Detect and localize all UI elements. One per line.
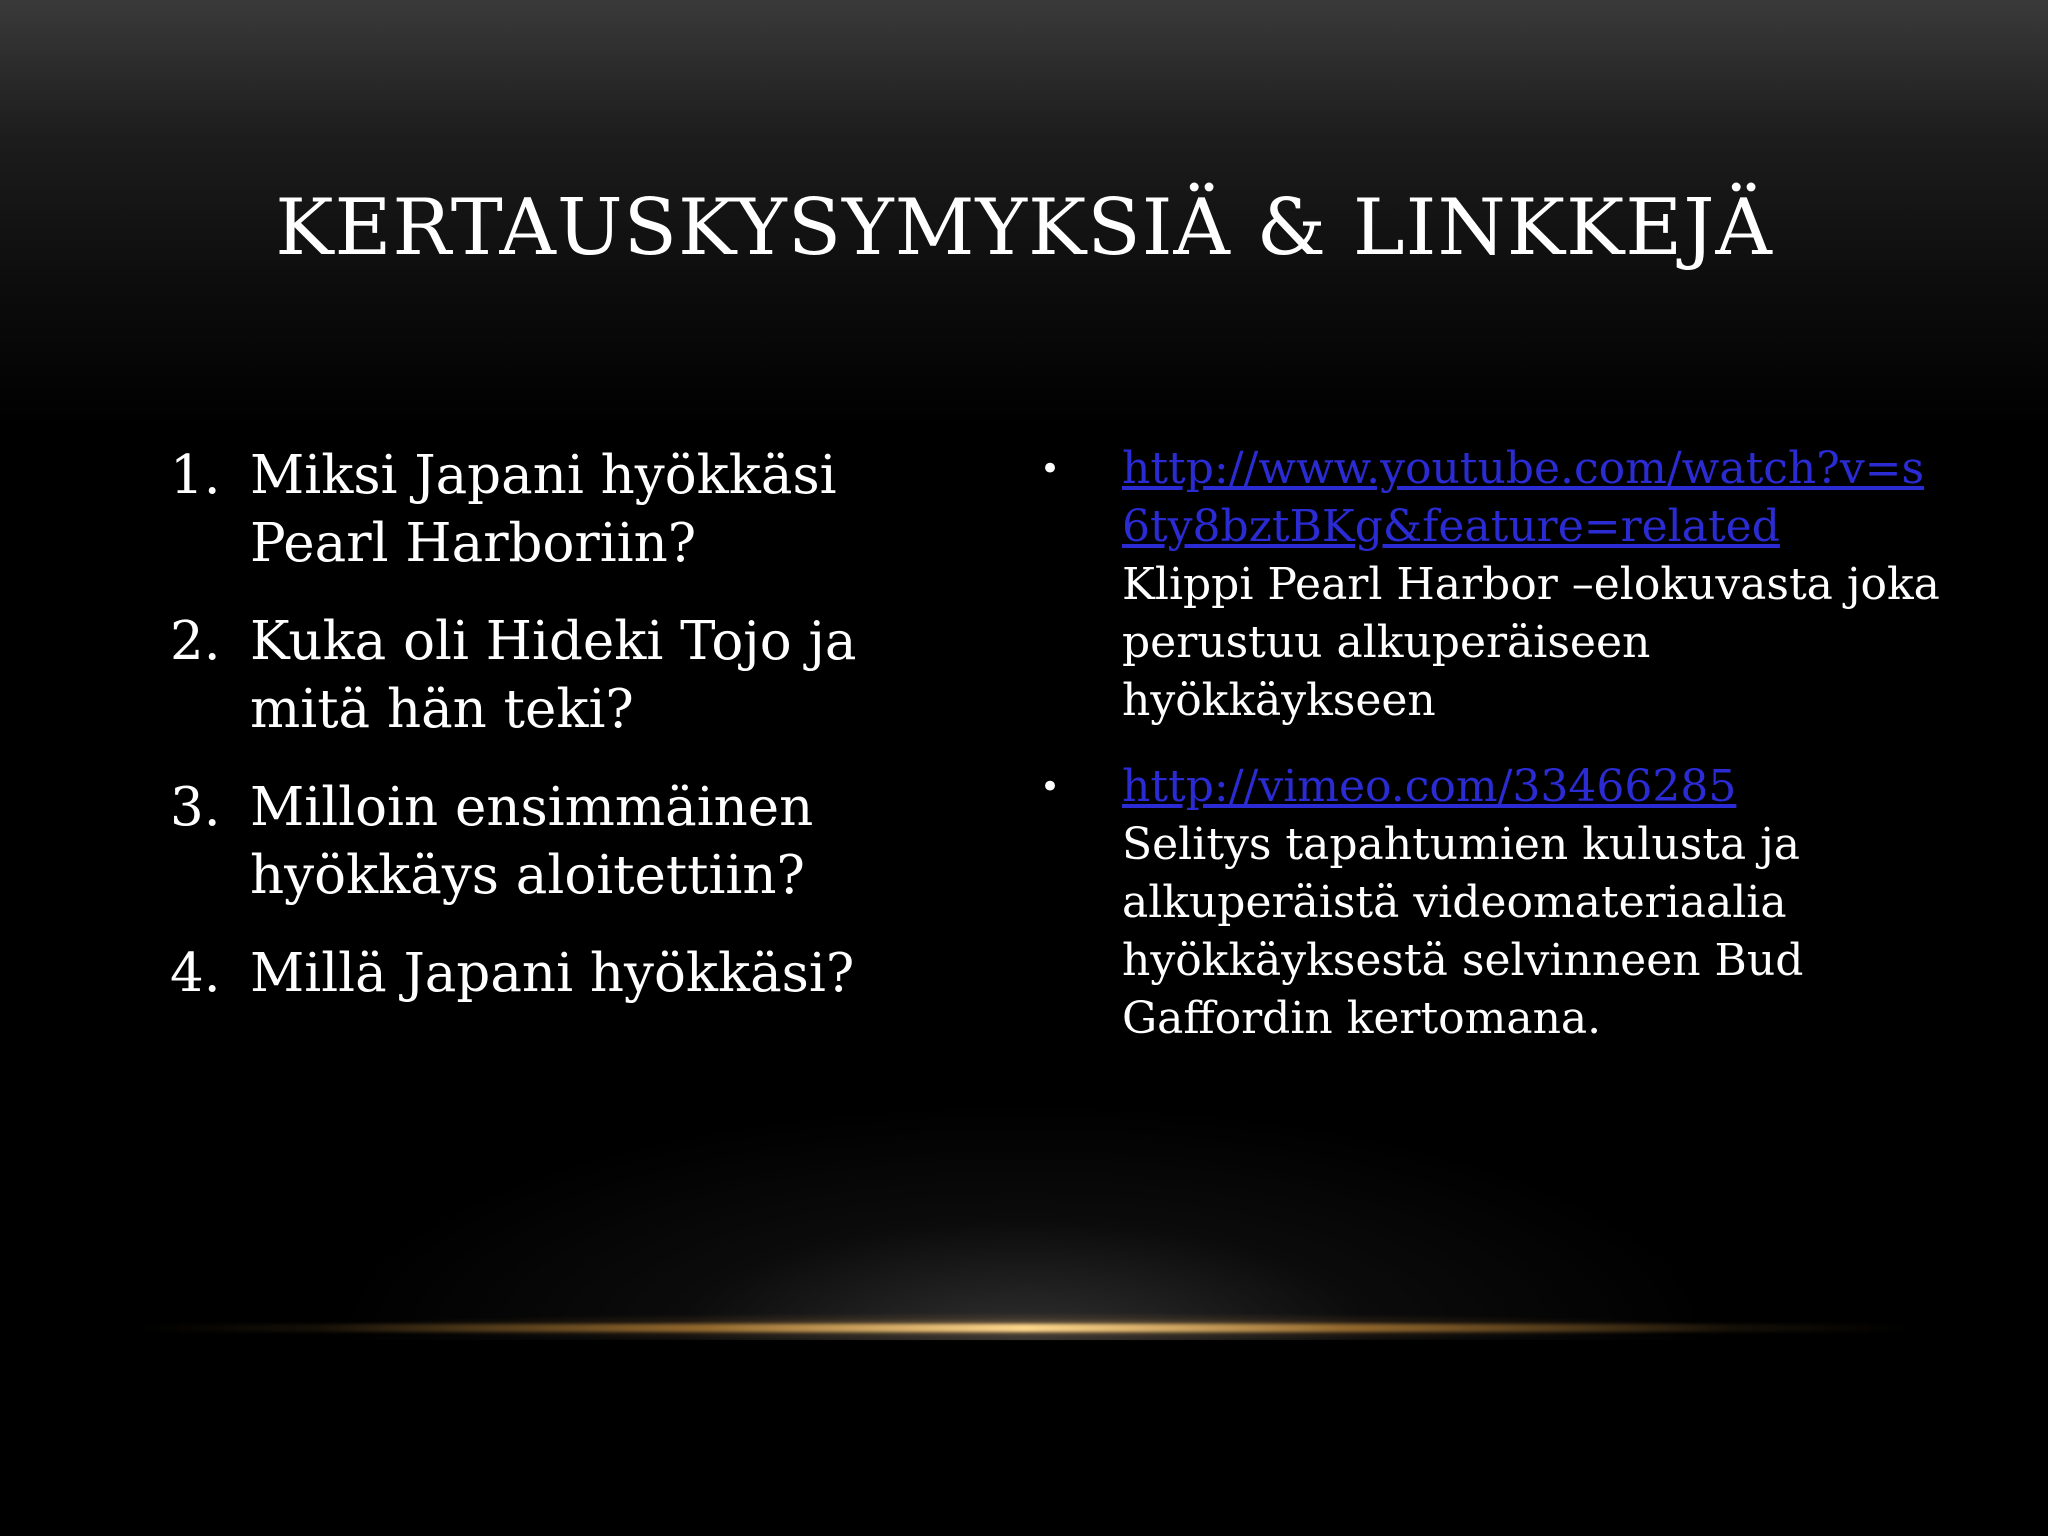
- question-item: [170, 608, 890, 744]
- question-number: 1.: [170, 445, 221, 506]
- question-text: Millä Japani hyökkäsi?: [250, 943, 855, 1004]
- link-item: [1040, 758, 1940, 1048]
- question-text: Miksi Japani hyökkäsi Pearl Harboriin?: [250, 445, 837, 574]
- question-list: [170, 442, 890, 1038]
- link-list: [1040, 440, 1940, 1076]
- question-item: [170, 940, 890, 1008]
- link-description: Klippi Pearl Harbor –elokuvasta joka perustuu alkuperäiseen hyökkäykseen: [1122, 559, 1940, 726]
- link-description: Selitys tapahtumien kulusta ja alkuperäistä videomateriaalia hyökkäyksestä selvinneen Bud Gaffordin kertomana.: [1122, 819, 1804, 1044]
- link-item: [1040, 440, 1940, 730]
- bullet-icon: •: [1040, 767, 1061, 807]
- question-number: 3.: [170, 777, 221, 838]
- question-number: 4.: [170, 943, 221, 1004]
- youtube-link[interactable]: http://www.youtube.com/watch?v=s6ty8bztBKg&feature=related: [1122, 443, 1925, 552]
- vimeo-link[interactable]: http://vimeo.com/33466285: [1122, 761, 1737, 812]
- bottom-glow: [324, 1100, 1724, 1340]
- question-text: Kuka oli Hideki Tojo ja mitä hän teki?: [250, 611, 857, 740]
- question-number: 2.: [170, 611, 221, 672]
- question-text: Milloin ensimmäinen hyökkäys aloitettiin?: [250, 777, 814, 906]
- slide-title: KERTAUSKYSYMYKSIÄ & LINKKEJÄ: [275, 183, 1773, 273]
- question-item: [170, 774, 890, 910]
- accent-line: [140, 1324, 1908, 1332]
- bullet-icon: •: [1040, 449, 1061, 489]
- question-item: [170, 442, 890, 578]
